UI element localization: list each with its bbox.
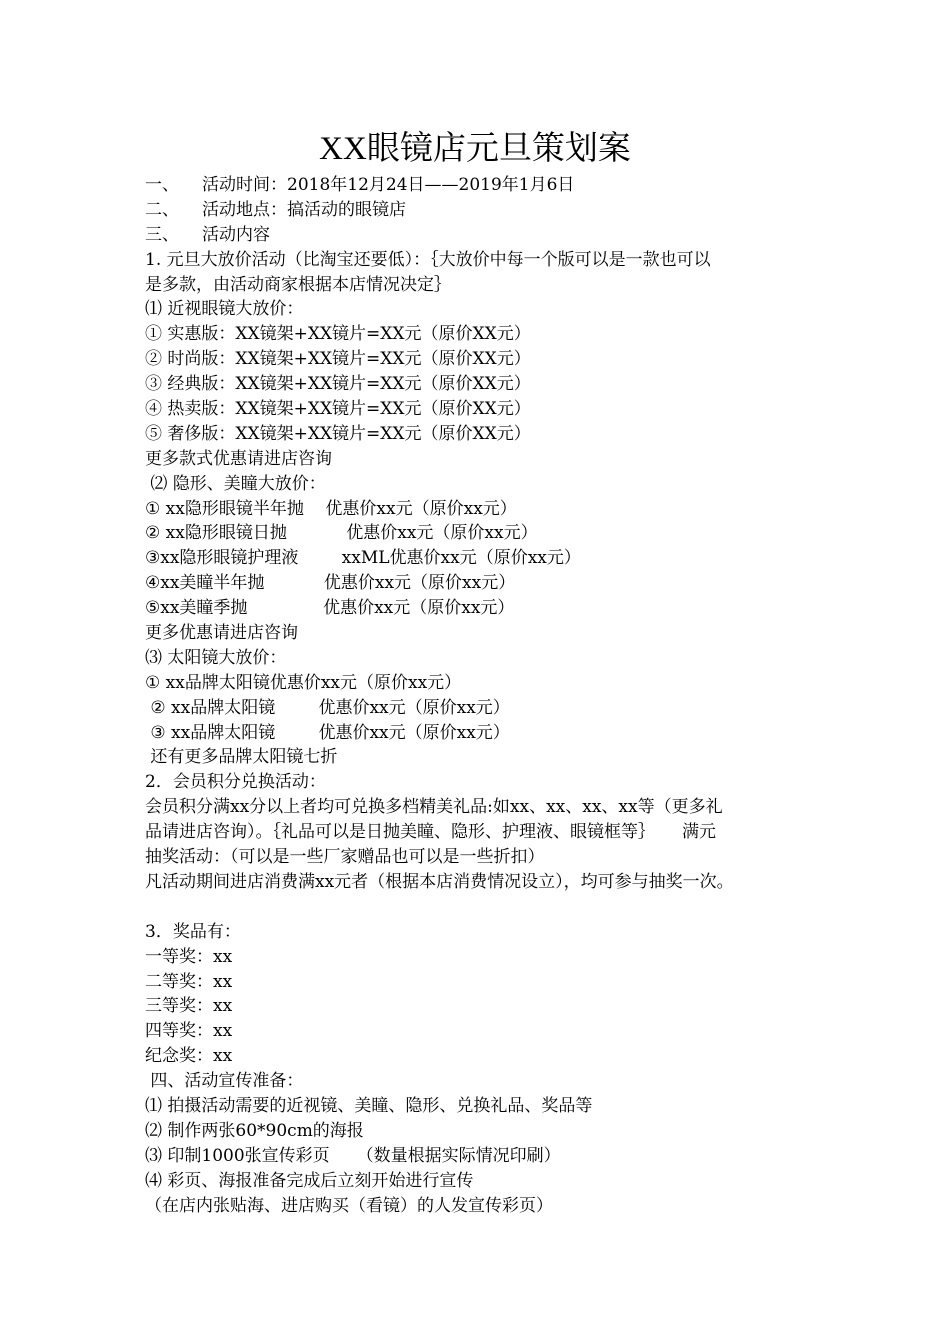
section-text: 活动时间：2018年12月24日——2019年1月6日 [202, 175, 575, 195]
blank-line [145, 895, 845, 920]
list-item: ⑶ 印制1000张宣传彩页 （数量根据实际情况印刷） [145, 1145, 561, 1166]
section-number: 三、 [145, 224, 179, 245]
list-item: ⑤ 奢侈版：XX镜架+XX镜片=XX元（原价XX元） [145, 423, 531, 444]
list-item: ④ 热卖版：XX镜架+XX镜片=XX元（原价XX元） [145, 399, 531, 420]
prize-item: 一等奖：xx [145, 946, 233, 967]
list-item: ① xx品牌太阳镜优惠价xx元（原价xx元） [145, 672, 462, 693]
prize-item: 纪念奖：xx [145, 1046, 233, 1067]
myopia-more: 更多款式优惠请进店咨询 [145, 448, 332, 469]
list-item: ③ 经典版：XX镜架+XX镜片=XX元（原价XX元） [145, 374, 531, 395]
list-item: ③ xx品牌太阳镜 优惠价xx元（原价xx元） [145, 722, 510, 743]
prize-item: 二等奖：xx [145, 971, 233, 992]
list-item: ⑵ 制作两张60*90cm的海报 [145, 1120, 364, 1141]
item2-text: 会员积分满xx分以上者均可兑换多档精美礼品:如xx、xx、xx、xx等（更多礼 [145, 797, 723, 818]
item2-heading: 2．会员积分兑换活动： [145, 772, 326, 793]
list-item: ② 时尚版：XX镜架+XX镜片=XX元（原价XX元） [145, 349, 531, 370]
list-item: ② xx品牌太阳镜 优惠价xx元（原价xx元） [145, 697, 510, 718]
page-title: XX眼镜店元旦策划案 [319, 131, 631, 167]
document-body [145, 173, 845, 1218]
section-number: 二、 [145, 199, 179, 220]
list-item: ① 实惠版：XX镜架+XX镜片=XX元（原价XX元） [145, 324, 531, 345]
section-number: 一、 [145, 175, 179, 195]
list-item: ④xx美瞳半年抛 优惠价xx元（原价xx元） [145, 573, 516, 594]
item4-heading: 四、活动宣传准备： [145, 1071, 304, 1092]
section-time [145, 173, 845, 198]
list-item: ⑷ 彩页、海报准备完成后立刻开始进行宣传 [145, 1170, 474, 1191]
sunglasses-more: 还有更多品牌太阳镜七折 [145, 747, 338, 768]
prize-item: 三等奖：xx [145, 996, 233, 1017]
list-item: ⑴ 拍摄活动需要的近视镜、美瞳、隐形、兑换礼品、奖品等 [145, 1095, 593, 1116]
item2-text: 抽奖活动：（可以是一些厂家赠品也可以是一些折扣） [145, 847, 545, 868]
section-text: 活动地点：搞活动的眼镜店 [202, 199, 406, 220]
section-place [145, 198, 845, 223]
item3-heading: 3．奖品有： [145, 921, 241, 942]
list-item: （在店内张贴海、进店购买（看镜）的人发宣传彩页） [145, 1195, 553, 1216]
list-item: ① xx隐形眼镜半年抛 优惠价xx元（原价xx元） [145, 498, 517, 519]
list-item: ② xx隐形眼镜日抛 优惠价xx元（原价xx元） [145, 523, 538, 544]
list-item: ⑤xx美瞳季抛 优惠价xx元（原价xx元） [145, 598, 515, 619]
item1-heading-line-2: 是多款，由活动商家根据本店情况决定｝ [145, 274, 451, 295]
prize-item: 四等奖：xx [145, 1021, 233, 1042]
section-content [145, 223, 845, 248]
section-text: 活动内容 [202, 224, 270, 245]
list-item: ③xx隐形眼镜护理液 xxML优惠价xx元（原价xx元） [145, 548, 581, 569]
item2-text: 凡活动期间进店消费满xx元者（根据本店消费情况设立），均可参与抽奖一次。 [145, 871, 734, 892]
contact-more: 更多优惠请进店咨询 [145, 623, 298, 644]
item2-text: 品请进店咨询）。｛礼品可以是日抛美瞳、隐形、护理液、眼镜框等｝ 满元 [145, 822, 717, 843]
myopia-title: ⑴ 近视眼镜大放价： [145, 299, 304, 320]
contact-title: ⑵ 隐形、美瞳大放价： [145, 473, 326, 494]
sunglasses-title: ⑶ 太阳镜大放价： [145, 647, 287, 668]
item1-heading-line-1: 1. 元旦大放价活动（比淘宝还要低）：｛大放价中每一个版可以是一款也可以 [145, 249, 711, 270]
